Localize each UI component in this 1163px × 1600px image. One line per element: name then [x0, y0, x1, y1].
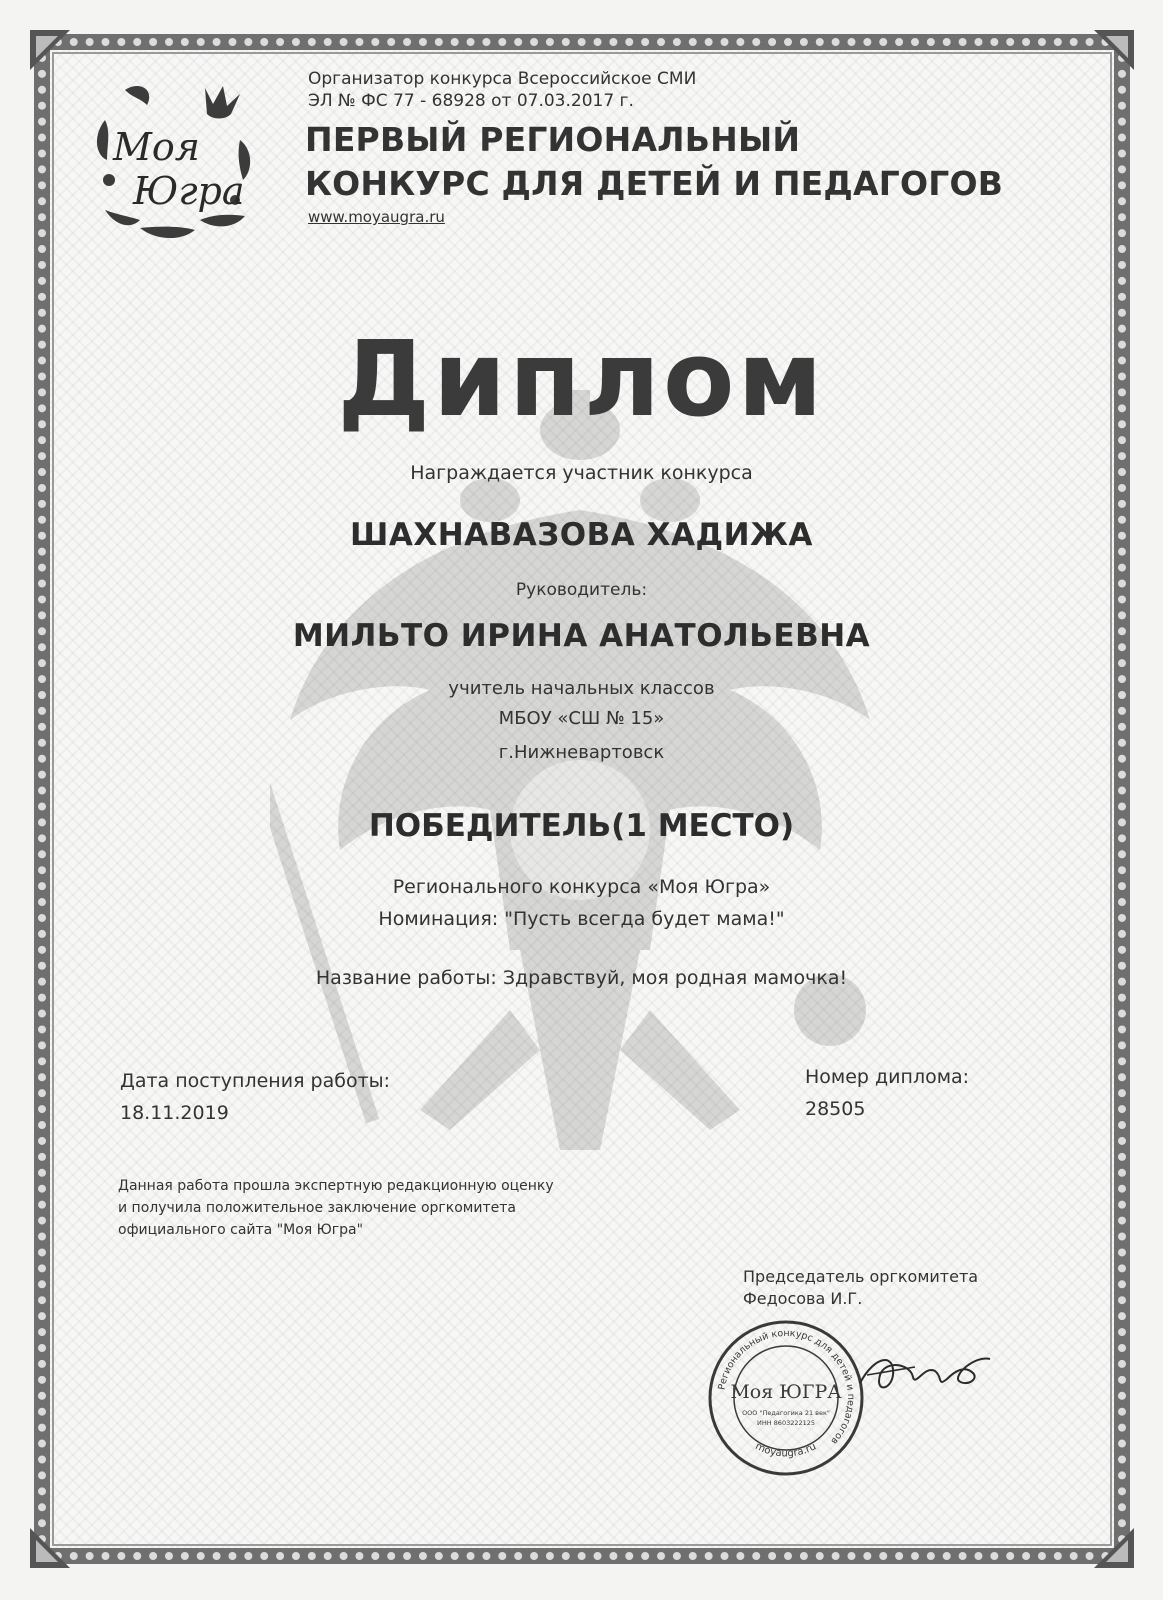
contest-name: Регионального конкурса «Моя Югра» — [392, 876, 771, 898]
stamp-inn: ИНН 8603222125 — [756, 1419, 816, 1427]
corner-ornament — [1092, 1526, 1136, 1570]
chair-signoff — [743, 1266, 978, 1310]
website-link[interactable]: www.moyaugra.ru — [308, 208, 445, 226]
awarded-label: Награждается участник конкурса — [410, 462, 753, 484]
participant-name: ШАХНАВАЗОВА ХАДИЖА — [350, 517, 813, 553]
official-stamp — [706, 1318, 866, 1478]
handwritten-signature — [855, 1345, 995, 1400]
leader-position: учитель начальных классов — [448, 678, 715, 699]
organizer-line-2: ЭЛ № ФС 77 - 68928 от 07.03.2017 г. — [308, 91, 634, 111]
date-value: 18.11.2019 — [120, 1102, 229, 1124]
chair-label: Председатель оргкомитета — [743, 1267, 979, 1286]
school-name: МБОУ «СШ № 15» — [498, 708, 665, 729]
contest-title-line-1: ПЕРВЫЙ РЕГИОНАЛЬНЫЙ — [305, 120, 801, 159]
result-title: ПОБЕДИТЕЛЬ(1 МЕСТО) — [368, 808, 795, 844]
stamp-site: moyaugra.ru — [753, 1440, 818, 1460]
stamp-center-text: Моя ЮГРА — [730, 1381, 842, 1403]
corner-ornament — [28, 28, 72, 72]
note-line-2: и получила положительное заключение оргкомитета — [118, 1200, 516, 1216]
note-line-3: официального сайта "Моя Югра" — [118, 1222, 364, 1238]
date-label: Дата поступления работы: — [120, 1070, 391, 1092]
corner-ornament — [28, 1526, 72, 1570]
contest-title — [305, 118, 1003, 206]
moya-yugra-logo — [85, 80, 260, 250]
logo-text-1: Моя — [113, 125, 200, 169]
leader-name: МИЛЬТО ИРИНА АНАТОЛЬЕВНА — [292, 618, 871, 654]
stamp-org: ООО "Педагогика 21 век" — [742, 1409, 830, 1417]
contest-title-line-2: КОНКУРС ДЛЯ ДЕТЕЙ И ПЕДАГОГОВ — [305, 164, 1004, 203]
diploma-title: Диплом — [337, 318, 826, 440]
work-title: Название работы: Здравствуй, моя родная мамочка! — [315, 967, 848, 989]
organizer-info — [308, 68, 696, 112]
svg-text:moyaugra.ru — [753, 1441, 817, 1459]
stamp-ring-text: Региональный конкурс для детей и педагогов — [716, 1327, 857, 1447]
note-line-1: Данная работа прошла экспертную редакционную оценку — [118, 1178, 554, 1194]
leader-label: Руководитель: — [515, 580, 648, 600]
logo-text-2: Югра — [133, 169, 245, 213]
chair-name: Федосова И.Г. — [743, 1289, 863, 1308]
review-note — [118, 1175, 554, 1241]
organizer-line-1: Организатор конкурса Всероссийское СМИ — [308, 69, 697, 89]
corner-ornament — [1092, 28, 1136, 72]
city-name: г.Нижневартовск — [498, 742, 665, 763]
nomination: Номинация: "Пусть всегда будет мама!" — [378, 908, 785, 930]
diploma-number-value: 28505 — [805, 1098, 866, 1120]
diploma-number-label: Номер диплома: — [805, 1066, 970, 1088]
